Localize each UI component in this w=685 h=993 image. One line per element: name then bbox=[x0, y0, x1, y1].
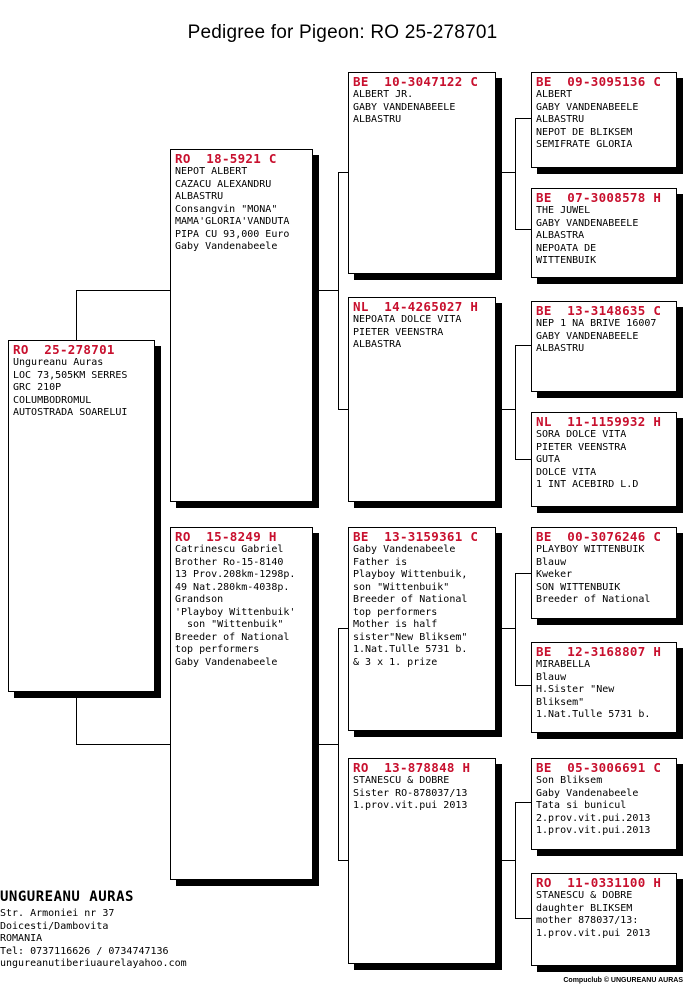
detail-line: ALBASTRU bbox=[353, 114, 402, 125]
ring-number: RO 15-8249 H bbox=[175, 529, 277, 544]
detail-line: COLUMBODROMUL bbox=[13, 394, 92, 406]
detail-line: 1.Nat.Tulle 5731 b. bbox=[536, 709, 651, 720]
pigeon-details bbox=[353, 89, 491, 127]
detail-line: 2.prov.vit.pui.2013 bbox=[536, 812, 651, 824]
detail-line: 1.prov.vit.pui 2013 bbox=[353, 800, 468, 811]
detail-line: PIPA CU 93,000 Euro bbox=[175, 228, 290, 240]
pigeon-card-subject[interactable] bbox=[8, 340, 155, 692]
pigeon-card-sire-sire[interactable] bbox=[348, 72, 496, 274]
detail-line: 49 Nat.280km-4038p. bbox=[175, 581, 290, 593]
pigeon-details bbox=[353, 314, 491, 352]
pigeon-details bbox=[175, 544, 308, 669]
detail-line: WITTENBUIK bbox=[536, 255, 597, 266]
detail-line: MIRABELLA bbox=[536, 659, 591, 670]
detail-line: Gaby Vandenabeele bbox=[536, 787, 639, 799]
detail-line: NEPOT DE BLIKSEM bbox=[536, 126, 633, 138]
connector-ds-stub bbox=[496, 628, 516, 629]
detail-line: GABY VANDENABEELE bbox=[536, 101, 639, 113]
pigeon-card-dds[interactable] bbox=[531, 758, 677, 850]
detail-line: ALBASTRU bbox=[536, 343, 585, 354]
detail-line: Consangvin "MONA" bbox=[175, 203, 278, 215]
detail-line: STANESCU & DOBRE bbox=[353, 775, 450, 786]
pigeon-card-sire[interactable] bbox=[170, 149, 313, 502]
detail-line: PIETER VEENSTRA bbox=[536, 441, 627, 453]
ring-number: BE 09-3095136 C bbox=[536, 74, 662, 89]
detail-line: GUTA bbox=[536, 454, 561, 465]
detail-line: AUTOSTRADA SOARELUI bbox=[13, 407, 128, 418]
detail-line: Blauw bbox=[536, 671, 567, 683]
connector-sd bbox=[515, 345, 516, 460]
ring-number: RO 13-878848 H bbox=[353, 760, 471, 775]
owner-info bbox=[0, 889, 187, 971]
pigeon-card-ddd[interactable] bbox=[531, 873, 677, 966]
detail-line: STANESCU & DOBRE bbox=[536, 890, 633, 901]
detail-line: ALBASTRA bbox=[536, 230, 585, 241]
detail-line: GABY VANDENABEELE bbox=[353, 101, 456, 113]
detail-line: GRC 210P bbox=[13, 382, 62, 393]
owner-country: ROMANIA bbox=[0, 933, 43, 944]
detail-line: PIETER VEENSTRA bbox=[353, 326, 444, 338]
pigeon-details bbox=[536, 89, 672, 152]
pigeon-details bbox=[353, 775, 491, 813]
ring-number: BE 05-3006691 C bbox=[536, 760, 662, 775]
detail-line: SORA DOLCE VITA bbox=[536, 429, 627, 440]
detail-line: & 3 x 1. prize bbox=[353, 656, 438, 668]
pigeon-details bbox=[13, 357, 150, 420]
connector-subject-dam bbox=[76, 744, 172, 745]
pigeon-card-sds[interactable] bbox=[531, 301, 677, 392]
pigeon-details bbox=[536, 544, 672, 607]
ring-number: RO 11-0331100 H bbox=[536, 875, 662, 890]
detail-line: Gaby Vandenabeele bbox=[353, 544, 456, 555]
connector-dd-bottom bbox=[515, 918, 531, 919]
connector-ss bbox=[515, 118, 516, 230]
connector-ds bbox=[515, 573, 516, 686]
pigeon-details bbox=[536, 890, 672, 940]
detail-line: Kweker bbox=[536, 569, 573, 580]
detail-line: Mother is half bbox=[353, 619, 438, 630]
detail-line: 1.Nat.Tulle 5731 b. bbox=[353, 644, 468, 655]
page-title: Pedigree for Pigeon: RO 25-278701 bbox=[187, 22, 498, 43]
connector-dam-stub bbox=[312, 744, 339, 745]
detail-line: Breeder of National bbox=[353, 594, 468, 605]
detail-line: 1.prov.vit.pui.2013 bbox=[536, 825, 651, 836]
detail-line: Playboy Wittenbuik, bbox=[353, 569, 468, 580]
connector-dd-stub bbox=[496, 860, 516, 861]
detail-line: daughter BLIKSEM bbox=[536, 902, 633, 914]
connector-ss-stub bbox=[496, 172, 516, 173]
detail-line: THE JUWEL bbox=[536, 205, 591, 216]
detail-line: NEPOATA DOLCE VITA bbox=[353, 314, 462, 325]
detail-line: ALBASTRA bbox=[353, 339, 402, 350]
owner-phone: Tel: 0737116626 / 0734747136 bbox=[0, 945, 169, 957]
detail-line: ALBERT bbox=[536, 89, 573, 100]
detail-line: Breeder of National bbox=[175, 631, 290, 643]
detail-line: NEPOT ALBERT bbox=[175, 166, 248, 177]
detail-line: 1 INT ACEBIRD L.D bbox=[536, 479, 639, 490]
pigeon-card-sss[interactable] bbox=[531, 72, 677, 168]
pigeon-card-ssd[interactable] bbox=[531, 188, 677, 278]
owner-email[interactable]: ungureanutiberiuaurelayahoo.com bbox=[0, 958, 187, 969]
connector-sd-bottom bbox=[515, 459, 531, 460]
detail-line: GABY VANDENABEELE bbox=[536, 330, 639, 342]
pigeon-details bbox=[536, 659, 672, 722]
detail-line: Sister RO-878037/13 bbox=[353, 787, 468, 799]
detail-line: 'Playboy Wittenbuik' bbox=[175, 606, 296, 618]
owner-city: Doicesti/Dambovita bbox=[0, 920, 109, 932]
connector-subject-sire bbox=[76, 290, 172, 291]
connector-sd-stub bbox=[496, 409, 516, 410]
detail-line: 13 Prov.208km-1298p. bbox=[175, 569, 296, 580]
detail-line: SON WITTENBUIK bbox=[536, 581, 621, 593]
detail-line: 1.prov.vit.pui 2013 bbox=[536, 927, 651, 939]
detail-line: Father is bbox=[353, 556, 408, 568]
detail-line: NEPOATA DE bbox=[536, 242, 597, 254]
detail-line: Catrinescu Gabriel bbox=[175, 544, 284, 555]
detail-line: CAZACU ALEXANDRU bbox=[175, 178, 272, 190]
detail-line: Breeder of National bbox=[536, 594, 651, 605]
connector-ds-top bbox=[515, 573, 531, 574]
ring-number: BE 13-3159361 C bbox=[353, 529, 479, 544]
pigeon-details bbox=[175, 166, 308, 254]
connector-sire-stub bbox=[312, 290, 339, 291]
ring-number: RO 25-278701 bbox=[13, 342, 115, 357]
detail-line: NEP 1 NA BRIVE 16007 bbox=[536, 318, 657, 329]
detail-line: son "Wittenbuik" bbox=[353, 581, 450, 593]
detail-line: Gaby Vandenabeele bbox=[175, 656, 278, 668]
detail-line: Blauw bbox=[536, 556, 567, 568]
ring-number: BE 13-3148635 C bbox=[536, 303, 662, 318]
connector-ss-top bbox=[515, 118, 531, 119]
pigeon-card-dam-dam[interactable] bbox=[348, 758, 496, 964]
pigeon-card-sire-dam[interactable] bbox=[348, 297, 496, 502]
detail-line: Gaby Vandenabeele bbox=[175, 241, 278, 252]
ring-number: BE 00-3076246 C bbox=[536, 529, 662, 544]
owner-name: UNGUREANU AURAS bbox=[0, 889, 134, 905]
detail-line: Grandson bbox=[175, 594, 224, 605]
connector-sire bbox=[338, 172, 339, 410]
ring-number: BE 07-3008578 H bbox=[536, 190, 662, 205]
pigeon-details bbox=[353, 544, 491, 669]
ring-number: BE 12-3168807 H bbox=[536, 644, 662, 659]
ring-number: RO 18-5921 C bbox=[175, 151, 277, 166]
detail-line: ALBASTRU bbox=[175, 191, 224, 202]
pigeon-details bbox=[536, 318, 672, 356]
pigeon-card-dsd[interactable] bbox=[531, 642, 677, 733]
connector-ss-bottom bbox=[515, 229, 531, 230]
detail-line: LOC 73,505KM SERRES bbox=[13, 369, 128, 381]
detail-line: H.Sister "New bbox=[536, 684, 615, 695]
owner-contact bbox=[0, 908, 187, 971]
detail-line: Tata si bunicul bbox=[536, 800, 627, 811]
detail-line: top performers bbox=[353, 606, 438, 618]
detail-line: ALBERT JR. bbox=[353, 89, 414, 100]
detail-line: sister"New Bliksem" bbox=[353, 631, 468, 643]
detail-line: ALBASTRU bbox=[536, 114, 585, 125]
detail-line: PLAYBOY WITTENBUIK bbox=[536, 544, 645, 555]
ring-number: NL 11-1159932 H bbox=[536, 414, 662, 429]
detail-line: Son Bliksem bbox=[536, 775, 603, 786]
pigeon-details bbox=[536, 429, 672, 492]
pigeon-details bbox=[536, 205, 672, 268]
pigeon-details bbox=[536, 775, 672, 838]
detail-line: son "Wittenbuik" bbox=[175, 619, 284, 630]
detail-line: top performers bbox=[175, 644, 260, 655]
owner-address: Str. Armoniei nr 37 bbox=[0, 908, 115, 919]
ring-number: BE 10-3047122 C bbox=[353, 74, 479, 89]
pigeon-card-dss[interactable] bbox=[531, 527, 677, 619]
detail-line: Bliksem" bbox=[536, 696, 585, 708]
detail-line: Brother Ro-15-8140 bbox=[175, 556, 284, 568]
detail-line: mother 878037/13: bbox=[536, 915, 639, 926]
detail-line: Ungureanu Auras bbox=[13, 357, 104, 368]
footer-credit: Compuclub © UNGUREANU AURAS bbox=[563, 977, 683, 984]
detail-line: SEMIFRATE GLORIA bbox=[536, 139, 633, 150]
connector-sd-top bbox=[515, 345, 531, 346]
pigeon-card-sdd[interactable] bbox=[531, 412, 677, 507]
detail-line: DOLCE VITA bbox=[536, 466, 597, 478]
detail-line: GABY VANDENABEELE bbox=[536, 217, 639, 229]
pigeon-card-dam[interactable] bbox=[170, 527, 313, 880]
detail-line: MAMA'GLORIA'VANDUTA bbox=[175, 216, 290, 227]
pigeon-card-dam-sire[interactable] bbox=[348, 527, 496, 731]
connector-ds-bottom bbox=[515, 685, 531, 686]
connector-dd-top bbox=[515, 802, 531, 803]
ring-number: NL 14-4265027 H bbox=[353, 299, 479, 314]
